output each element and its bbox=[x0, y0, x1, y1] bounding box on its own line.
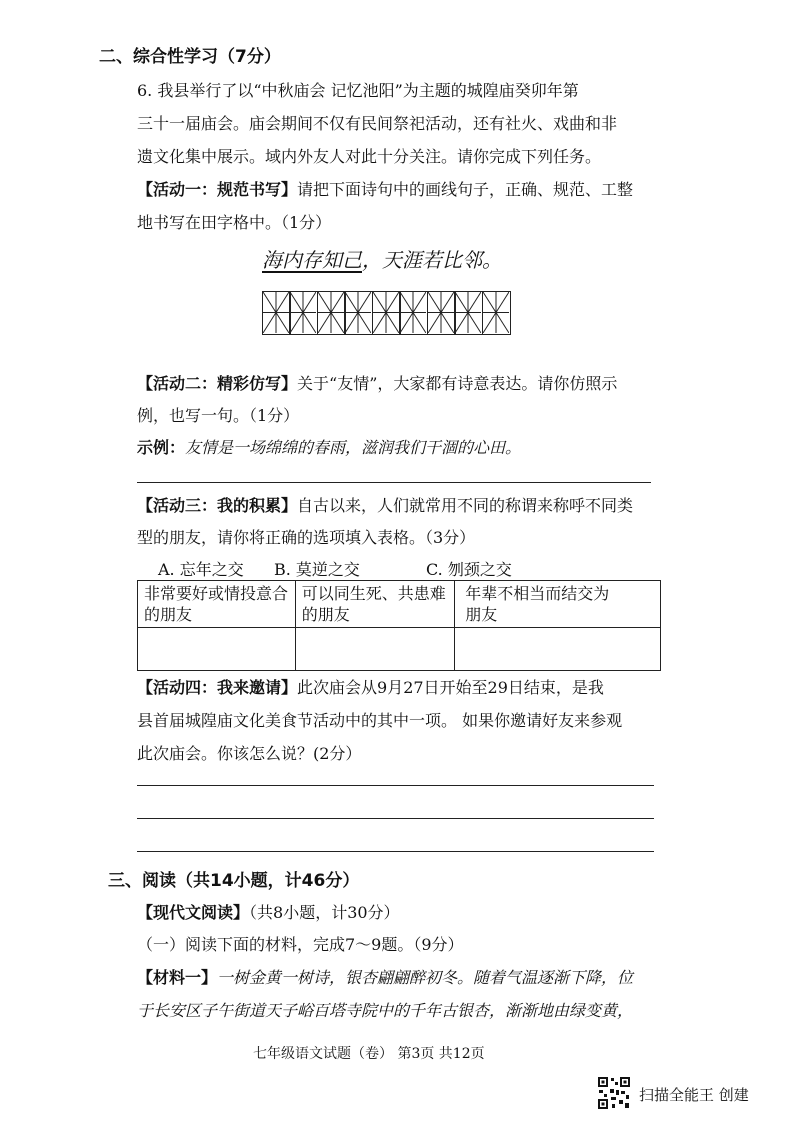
grid-cell[interactable] bbox=[399, 291, 428, 335]
material1-text-1: 一树金黄一树诗，银杏翩翩醉初冬。随着气温逐渐下降，位 bbox=[217, 968, 634, 987]
material1-line-2: 于长安区子午街道天子峪百塔寺院中的千年古银杏，渐渐地由绿变黄， bbox=[137, 1001, 634, 1020]
section-heading-3: 三、阅读（共14小题，计46分） bbox=[108, 871, 360, 891]
grid-cell[interactable] bbox=[372, 291, 401, 335]
grid-cell[interactable] bbox=[427, 291, 456, 335]
answer-line-1[interactable] bbox=[137, 785, 654, 786]
activity4-text-2: 县首届城隍庙文化美食节活动中的其中一项。 如果你邀请好友来参观 bbox=[137, 711, 623, 730]
activity1-label: 【活动一：规范书写】 bbox=[137, 180, 298, 199]
activity1-text-1: 请把下面诗句中的画线句子，正确、规范、工整 bbox=[297, 180, 634, 199]
table-header-row bbox=[138, 581, 661, 628]
activity4-text-1: 此次庙会从9月27日开始至29日结束，是我 bbox=[297, 678, 604, 697]
grid-cell[interactable] bbox=[262, 291, 291, 335]
answer-cell[interactable] bbox=[455, 628, 661, 671]
grid-cell[interactable] bbox=[482, 291, 511, 335]
table-answer-row bbox=[138, 628, 661, 671]
modern-label: 【现代文阅读】 bbox=[137, 903, 250, 922]
answer-cell[interactable] bbox=[138, 628, 296, 671]
material1-label: 【材料一】 bbox=[137, 968, 218, 987]
scanner-brand-text: 扫描全能王 创建 bbox=[639, 1086, 749, 1104]
answer-line-3[interactable] bbox=[137, 851, 654, 852]
table-header-cell: 年辈不相当而结交为朋友 bbox=[455, 581, 661, 628]
activity3-line-1 bbox=[137, 493, 633, 516]
grid-cell[interactable] bbox=[289, 291, 318, 335]
activity2-label: 【活动二：精彩仿写】 bbox=[137, 374, 298, 393]
activity2-text-1: 关于“友情”，大家都有诗意表达。请你仿照示 bbox=[297, 374, 618, 393]
q6-line-2: 三十一届庙会。庙会期间不仅有民间祭祀活动，还有社火、戏曲和非 bbox=[137, 114, 618, 133]
table-header-cell: 可以同生死、共患难的朋友 bbox=[295, 581, 455, 628]
qr-code-icon bbox=[597, 1076, 631, 1110]
q6-line-3: 遗文化集中展示。域内外友人对此十分关注。请你完成下列任务。 bbox=[137, 147, 602, 166]
q6-line-1: 6. 我县举行了以“中秋庙会 记忆池阳”为主题的城隍庙癸卯年第 bbox=[137, 81, 579, 100]
table-header-cell: 非常要好或情投意合的朋友 bbox=[138, 581, 296, 628]
grid-cell[interactable] bbox=[344, 291, 373, 335]
friend-type-table bbox=[137, 580, 661, 671]
option-c: C. 刎颈之交 bbox=[426, 560, 512, 579]
grid-cell[interactable] bbox=[454, 291, 483, 335]
material1-line-1 bbox=[137, 965, 633, 988]
option-a: A. 忘年之交 bbox=[158, 560, 244, 579]
option-b: B. 莫逆之交 bbox=[274, 560, 360, 579]
poem-rest: ，天涯若比邻。 bbox=[362, 248, 502, 272]
modern-text: （共8小题，计30分） bbox=[249, 903, 400, 922]
activity4-text-3: 此次庙会。你该怎么说？(2分） bbox=[137, 744, 362, 763]
part1-instruction: （一）阅读下面的材料，完成7～9题。（9分） bbox=[137, 935, 464, 954]
answer-line-activity2[interactable] bbox=[137, 482, 651, 483]
activity2-text-2: 例，也写一句。（1分） bbox=[137, 406, 300, 425]
page-footer: 七年级语文试题（卷） 第3页 共12页 bbox=[253, 1046, 485, 1062]
activity2-line-1 bbox=[137, 371, 617, 394]
activity3-text-1: 自古以来，人们就常用不同的称谓来称呼不同类 bbox=[297, 496, 634, 515]
activity1-text-2: 地书写在田字格中。（1分） bbox=[137, 213, 332, 232]
tianzige-grid[interactable] bbox=[263, 291, 511, 335]
activity3-text-2: 型的朋友，请你将正确的选项填入表格。（3分） bbox=[137, 528, 476, 547]
example-label: 示例： bbox=[137, 438, 186, 457]
activity4-line-1 bbox=[137, 675, 604, 698]
grid-cell[interactable] bbox=[317, 291, 346, 335]
answer-line-2[interactable] bbox=[137, 818, 654, 819]
example-text: 友情是一场绵绵的春雨，滋润我们干涸的心田。 bbox=[185, 438, 522, 457]
poem-underlined: 海内存知己 bbox=[262, 248, 362, 272]
activity1-line-1 bbox=[137, 177, 633, 200]
poem-line bbox=[262, 244, 502, 273]
modern-reading-line bbox=[137, 900, 400, 923]
answer-cell[interactable] bbox=[295, 628, 455, 671]
activity2-example bbox=[137, 435, 521, 458]
activity4-label: 【活动四：我来邀请】 bbox=[137, 678, 298, 697]
section-heading-2: 二、综合性学习（7分） bbox=[99, 47, 281, 67]
activity3-label: 【活动三：我的积累】 bbox=[137, 496, 298, 515]
